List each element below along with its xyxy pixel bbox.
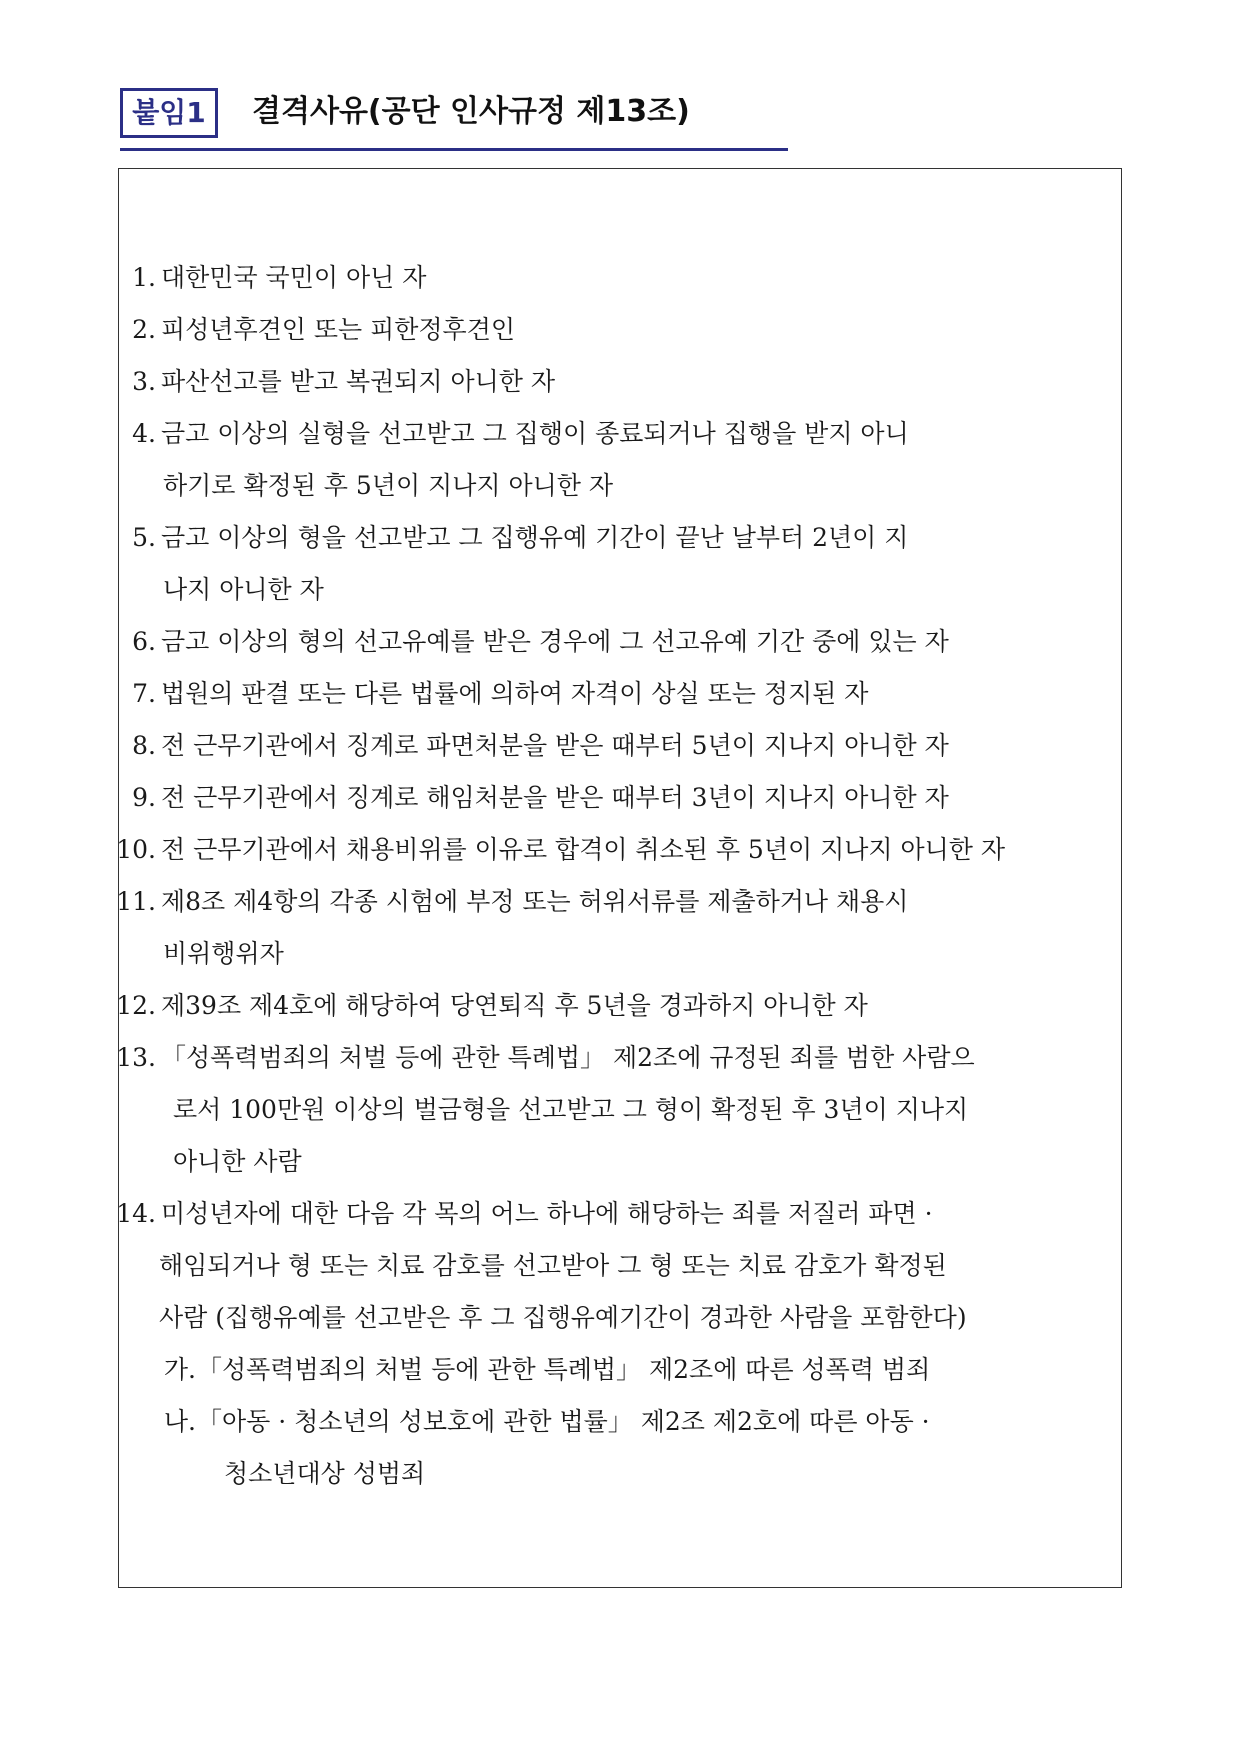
sub-list-item-number: 가. <box>163 1355 196 1384</box>
sub-list-item-text: 「성폭력범죄의 처벌 등에 관한 특례법」 제2조에 따른 성폭력 범죄 <box>197 1355 931 1384</box>
section-header <box>120 82 788 151</box>
list-item <box>119 616 1123 668</box>
list-item-text: 미성년자에 대한 다음 각 목의 어느 하나에 해당하는 죄를 저질러 파면 · <box>161 1199 933 1228</box>
sub-list-item <box>119 1396 1123 1500</box>
list-item-text: 전 근무기관에서 징계로 해임처분을 받은 때부터 3년이 지나지 아니한 자 <box>161 783 949 812</box>
list-item-text: 「성폭력범죄의 처벌 등에 관한 특례법」 제2조에 규정된 죄를 범한 사람으 <box>161 1043 975 1072</box>
list-item-number: 8. <box>132 731 156 760</box>
list-item-text: 대한민국 국민이 아닌 자 <box>161 263 427 292</box>
list-item-text: 로서 100만원 이상의 벌금형을 선고받고 그 형이 확정된 후 3년이 지나지 <box>173 1095 969 1124</box>
list-item-number: 14. <box>116 1199 156 1228</box>
content-box <box>118 168 1122 1588</box>
list-item-text: 나지 아니한 자 <box>163 575 324 604</box>
list-item-number: 7. <box>132 679 156 708</box>
list-item <box>119 720 1123 772</box>
list-item-text: 비위행위자 <box>163 939 284 968</box>
list-item-number: 9. <box>132 783 156 812</box>
sub-list-item-text: 청소년대상 성범죄 <box>224 1459 426 1488</box>
list-item-number: 4. <box>132 419 156 448</box>
list-item-number: 3. <box>132 367 156 396</box>
list-item-number: 5. <box>132 523 156 552</box>
list-item-text: 전 근무기관에서 채용비위를 이유로 합격이 취소된 후 5년이 지나지 아니한 자 <box>161 835 1006 864</box>
list-item <box>119 408 1123 512</box>
list-item-text: 제39조 제4호에 해당하여 당연퇴직 후 5년을 경과하지 아니한 자 <box>161 991 868 1020</box>
list-item-number: 2. <box>132 315 156 344</box>
list-item-text: 법원의 판결 또는 다른 법률에 의하여 자격이 상실 또는 정지된 자 <box>161 679 869 708</box>
list-item <box>116 1188 1123 1344</box>
list-item-text: 금고 이상의 실형을 선고받고 그 집행이 종료되거나 집행을 받지 아니 <box>161 419 909 448</box>
sub-list-item <box>119 1344 1123 1396</box>
attachment-tag: 붙임1 <box>120 88 218 138</box>
list-item-text: 전 근무기관에서 징계로 파면처분을 받은 때부터 5년이 지나지 아니한 자 <box>161 731 949 760</box>
list-item-text: 금고 이상의 형의 선고유예를 받은 경우에 그 선고유예 기간 중에 있는 자 <box>161 627 949 656</box>
list-item-number: 12. <box>116 991 156 1020</box>
list-item-text: 제8조 제4항의 각종 시험에 부정 또는 허위서류를 제출하거나 채용시 <box>161 887 909 916</box>
list-item-number: 6. <box>132 627 156 656</box>
disqualification-list <box>116 252 1123 1500</box>
list-item-text: 사람 (집행유예를 선고받은 후 그 집행유예기간이 경과한 사람을 포함한다) <box>159 1303 967 1332</box>
sub-list-item-text: 「아동 · 청소년의 성보호에 관한 법률」 제2조 제2호에 따른 아동 · <box>197 1407 930 1436</box>
list-item-text: 파산선고를 받고 복권되지 아니한 자 <box>161 367 556 396</box>
list-item <box>116 1032 1123 1188</box>
sub-list-item-number: 나. <box>163 1407 196 1436</box>
list-item <box>119 304 1123 356</box>
list-item <box>119 356 1123 408</box>
list-item-number: 10. <box>116 835 156 864</box>
list-item-number: 1. <box>132 263 156 292</box>
list-item-number: 11. <box>116 887 156 916</box>
list-item <box>116 876 1123 980</box>
list-item <box>116 980 1123 1032</box>
list-item-text: 아니한 사람 <box>173 1147 302 1176</box>
list-item <box>119 512 1123 616</box>
list-item <box>119 668 1123 720</box>
list-item-text: 하기로 확정된 후 5년이 지나지 아니한 자 <box>163 471 613 500</box>
list-item <box>119 772 1123 824</box>
list-item <box>116 824 1123 876</box>
list-item-text: 피성년후견인 또는 피한정후견인 <box>161 315 515 344</box>
list-item-text: 해임되거나 형 또는 치료 감호를 선고받아 그 형 또는 치료 감호가 확정된 <box>159 1251 947 1280</box>
page-title: 결격사유(공단 인사규정 제13조) <box>252 94 690 129</box>
list-item-number: 13. <box>116 1043 156 1072</box>
list-item <box>119 252 1123 304</box>
list-item-text: 금고 이상의 형을 선고받고 그 집행유예 기간이 끝난 날부터 2년이 지 <box>161 523 909 552</box>
